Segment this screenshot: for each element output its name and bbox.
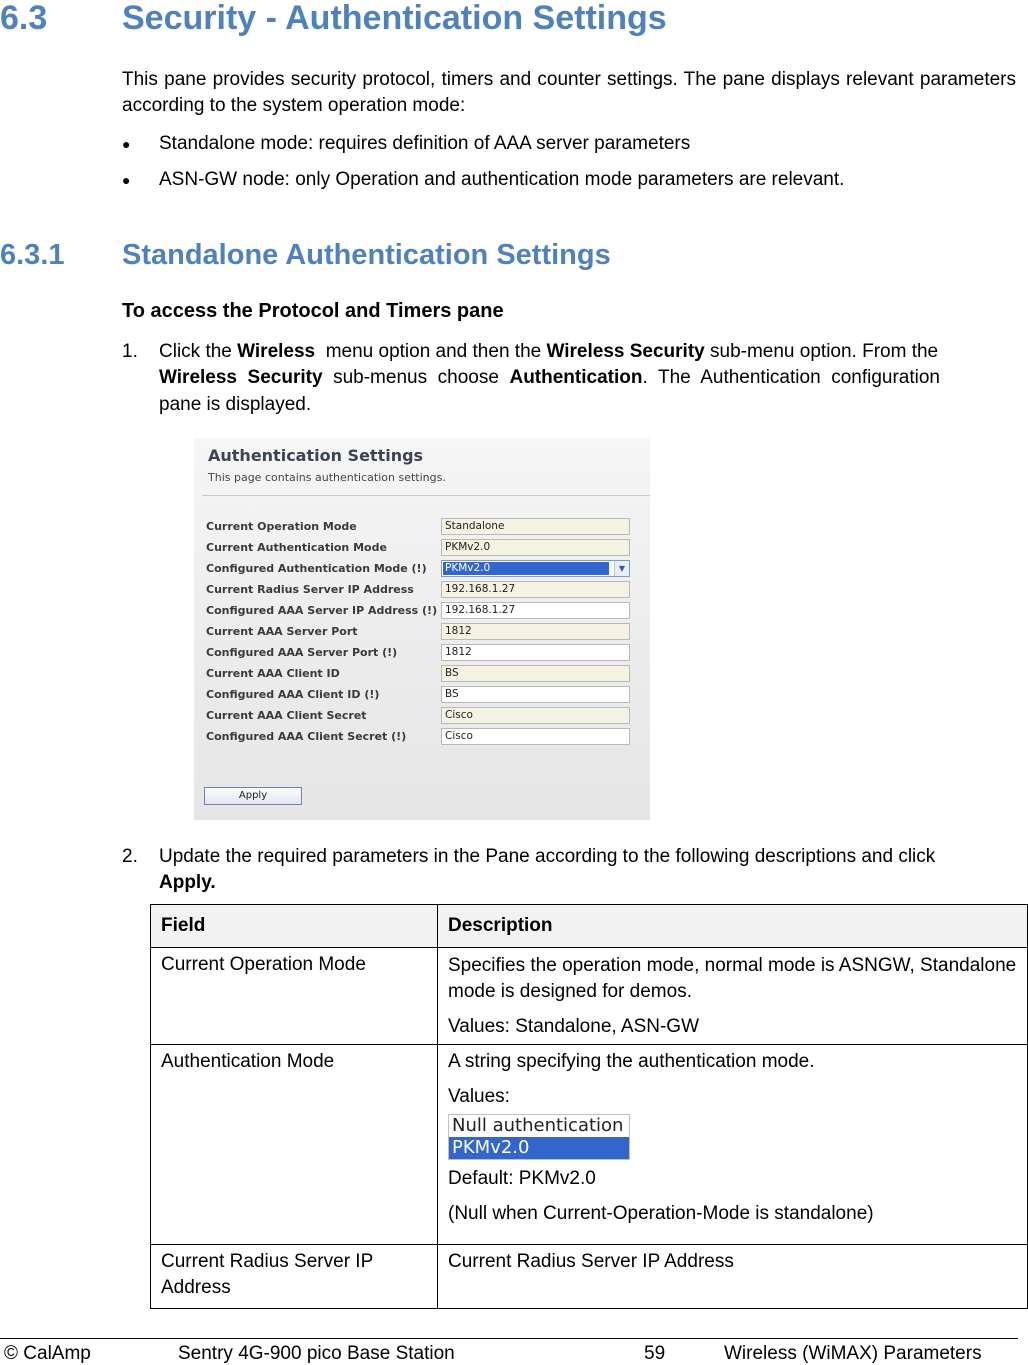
step1-bold-wireless-security: Wireless Security [546,341,705,362]
field-label: Configured AAA Server IP Address (!) [206,604,438,617]
option-pkmv2: PKMv2.0 [449,1137,629,1159]
field-label: Configured AAA Client ID (!) [206,688,380,701]
field-name: Authentication Mode [161,1051,335,1072]
apply-button[interactable]: Apply [204,787,302,805]
configured-aaa-port-input[interactable]: 1812 [441,644,630,661]
field-label: Current AAA Client ID [206,667,340,680]
row-configured-aaa-ip [206,602,646,619]
option-null-authentication: Null authentication [449,1115,629,1137]
bullet-dot-icon: ● [122,172,131,188]
row-current-aaa-client-secret [206,707,646,724]
cell-description [438,948,1028,1045]
row-configured-aaa-client-id [206,686,646,703]
cell-field [151,1045,438,1245]
row-current-auth-mode [206,539,646,556]
field-label: Configured Authentication Mode (!) [206,562,427,575]
row-configured-aaa-port [206,644,646,661]
footer-divider [0,1338,1018,1339]
row-current-operation-mode [206,518,646,535]
chevron-down-icon[interactable]: ▼ [614,561,629,576]
shot-subtitle: This page contains authentication settings. [208,471,446,484]
section-title: Security - Authentication Settings [122,0,667,37]
table-row [151,948,1028,1045]
field-name: Current Radius Server IP Address [161,1251,373,1298]
bullet-standalone: Standalone mode: requires definition of AAA server parameters [159,133,691,154]
bullet-dot-icon: ● [122,136,131,152]
footer-page-number: 59 [644,1343,666,1364]
configured-aaa-client-id-input[interactable]: BS [441,686,630,703]
configured-auth-mode-select[interactable] [441,560,630,577]
step1-bold-wireless-security: Wireless Security [159,367,323,388]
table-header-row [151,905,1028,948]
field-label: Current Radius Server IP Address [206,583,414,596]
header-description: Description [438,905,1028,948]
description-note: (Null when Current-Operation-Mode is standalone) [448,1203,874,1224]
current-aaa-client-id-field: BS [441,665,630,682]
header-field: Field [151,905,438,948]
cell-field [151,1245,438,1309]
footer-product: Sentry 4G-900 pico Base Station [178,1343,455,1364]
step1-line1 [159,339,1016,365]
subsection-number: 6.3.1 [0,239,65,271]
field-label: Configured AAA Client Secret (!) [206,730,407,743]
description-text: Current Radius Server IP Address [448,1251,734,1272]
configured-aaa-ip-input[interactable]: 192.168.1.27 [441,602,630,619]
field-label: Configured AAA Server Port (!) [206,646,398,659]
field-label: Current AAA Server Port [206,625,358,638]
cell-description [438,1245,1028,1309]
step2-apply-bold: Apply. [159,872,216,893]
step1-line3: pane is displayed. [159,394,312,415]
current-aaa-client-secret-field: Cisco [441,707,630,724]
step1-text: sub-menus choose [322,367,510,388]
current-radius-ip-field: 192.168.1.27 [441,581,630,598]
field-label: Current Authentication Mode [206,541,387,554]
field-name: Current Operation Mode [161,954,366,975]
step1-text: Click the [159,341,238,362]
field-label: Current Operation Mode [206,520,357,533]
row-configured-auth-mode [206,560,646,577]
step1-text: menu option and then the [315,341,547,362]
step1-number: 1. [122,341,138,362]
description-text: A string specifying the authentication mode. [448,1051,815,1072]
field-label: Current AAA Client Secret [206,709,367,722]
current-auth-mode-field: PKMv2.0 [441,539,630,556]
footer-chapter: Wireless (WiMAX) Parameters [724,1343,982,1364]
row-current-aaa-client-id [206,665,646,682]
description-default: Default: PKMv2.0 [448,1168,596,1189]
step1-line2 [159,365,1016,391]
current-operation-mode-field: Standalone [441,518,630,535]
auth-mode-options-image [448,1114,630,1160]
shot-divider [202,495,650,496]
subsection-title: Standalone Authentication Settings [122,239,611,271]
row-current-aaa-port [206,623,646,640]
step2-line1: Update the required parameters in the Pane according to the following descriptions and click [159,846,936,867]
description-values: Values: Standalone, ASN-GW [448,1016,699,1037]
table-row [151,1245,1028,1309]
step1-bold-authentication: Authentication [509,367,643,388]
cell-description [438,1045,1028,1245]
authentication-settings-screenshot [194,438,650,820]
description-text: Specifies the operation mode, normal mode is ASNGW, Standalone mode is designed for demos. [448,955,1017,1002]
row-configured-aaa-client-secret [206,728,646,745]
footer-copyright: © CalAmp [4,1343,91,1364]
configured-aaa-client-secret-input[interactable]: Cisco [441,728,630,745]
table-row [151,1045,1028,1245]
bullet-asngw: ASN-GW node: only Operation and authentication mode parameters are relevant. [159,169,845,190]
row-current-radius-ip [206,581,646,598]
cell-field [151,948,438,1045]
step2-number: 2. [122,846,138,867]
step1-text: . The Authentication configuration [642,367,940,388]
select-value: PKMv2.0 [443,562,609,575]
intro-paragraph: This pane provides security protocol, timers and counter settings. The pane displays relevant parameters according to the system operation mode: [122,69,1016,116]
procedure-heading: To access the Protocol and Timers pane [122,300,504,322]
parameters-table [150,904,1028,1309]
step1-bold-wireless: Wireless [237,341,316,362]
shot-title: Authentication Settings [208,446,424,465]
description-values-label: Values: [448,1086,510,1107]
current-aaa-port-field: 1812 [441,623,630,640]
step1-text: sub-menu option. From the [704,341,939,362]
section-number: 6.3 [0,0,48,37]
